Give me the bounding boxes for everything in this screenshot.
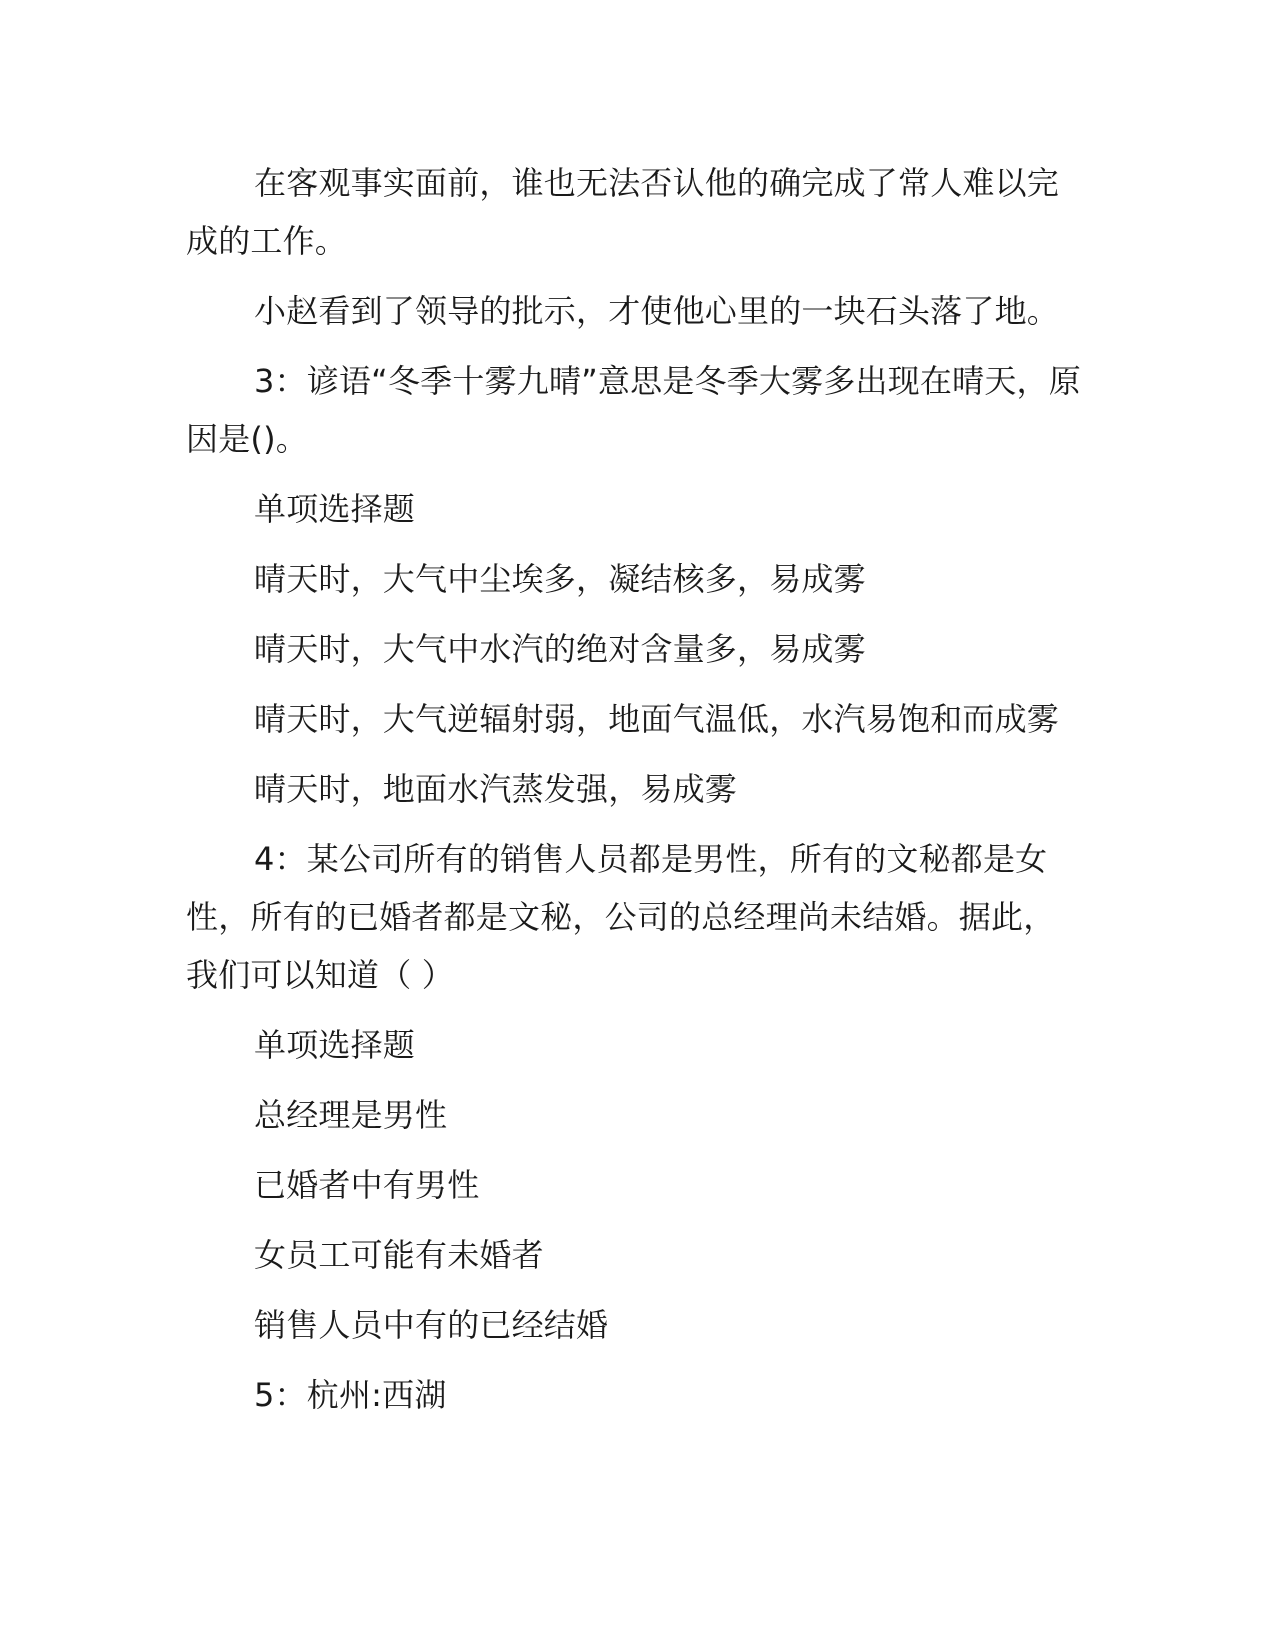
question-3-option-a: 晴天时，大气中尘埃多，凝结核多，易成雾 bbox=[254, 560, 866, 598]
document-page bbox=[186, 154, 1086, 1436]
question-3-type: 单项选择题 bbox=[254, 490, 416, 528]
question-3-option-c: 晴天时，大气逆辐射弱，地面气温低，水汽易饱和而成雾 bbox=[254, 700, 1060, 738]
question-3-option-d: 晴天时，地面水汽蒸发强，易成雾 bbox=[254, 770, 738, 808]
question-4-option-b: 已婚者中有男性 bbox=[254, 1166, 480, 1204]
paragraph-statement-1: 在客观事实面前，谁也无法否认他的确完成了常人难以完成的工作。 bbox=[186, 164, 1060, 260]
question-4-option-a: 总经理是男性 bbox=[254, 1096, 448, 1134]
question-3-text: 3：谚语“冬季十雾九晴”意思是冬季大雾多出现在晴天，原因是()。 bbox=[186, 362, 1081, 458]
question-4-text: 4：某公司所有的销售人员都是男性，所有的文秘都是女性，所有的已婚者都是文秘，公司的总经理尚未结婚。据此，我们可以知道（ ） bbox=[186, 840, 1056, 994]
question-5-text: 5：杭州:西湖 bbox=[254, 1376, 447, 1414]
question-3-option-b: 晴天时，大气中水汽的绝对含量多，易成雾 bbox=[254, 630, 866, 668]
paragraph-statement-2: 小赵看到了领导的批示，才使他心里的一块石头落了地。 bbox=[254, 292, 1060, 330]
question-4-type: 单项选择题 bbox=[254, 1026, 416, 1064]
question-4-option-c: 女员工可能有未婚者 bbox=[254, 1236, 544, 1274]
question-4-option-d: 销售人员中有的已经结婚 bbox=[254, 1306, 609, 1344]
